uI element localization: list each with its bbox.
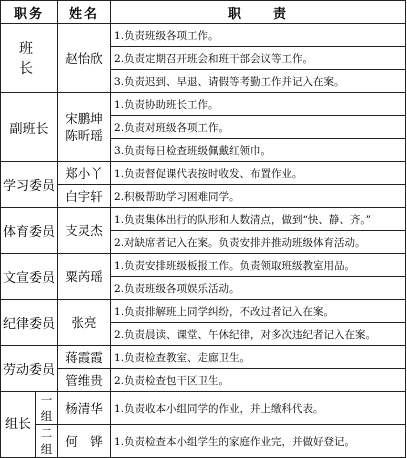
duty-item: 2.负责晨读、课堂、午休纪律，对多次违纪者记入在案。 bbox=[111, 323, 406, 346]
duty-item: 1.负责协助班长工作。 bbox=[111, 93, 406, 116]
header-role: 职务 bbox=[1, 1, 58, 24]
table-row bbox=[1, 346, 406, 369]
duty-item: 1.负责检查本小组学生的家庭作业完，并做好登记。 bbox=[111, 425, 406, 458]
table-row bbox=[1, 392, 406, 425]
role-fubanzhang: 副班长 bbox=[1, 93, 58, 162]
table-row bbox=[1, 369, 406, 392]
duty-item: 1.负责检查教室、走廊卫生。 bbox=[111, 346, 406, 369]
table-row bbox=[1, 162, 406, 185]
table-row bbox=[1, 208, 406, 231]
duty-item: 1.负责收本小组同学的作业，并上缴科代表。 bbox=[111, 392, 406, 425]
duty-item: 2.负责班级各项娱乐活动。 bbox=[111, 277, 406, 300]
name-wenyi: 粟芮瑶 bbox=[58, 254, 111, 300]
role-xuexi: 学习委员 bbox=[1, 162, 58, 208]
header-duty: 职 责 bbox=[111, 1, 406, 24]
role-wenyi: 文宣委员 bbox=[1, 254, 58, 300]
name-xuexi-2: 白宇轩 bbox=[58, 185, 111, 208]
duty-item: 1.负责集体出行的队形和人数清点，做到“快、静、齐。” bbox=[111, 208, 406, 231]
duty-item: 1.负责安排班级板报工作。负责领取班级教室用品。 bbox=[111, 254, 406, 277]
role-banzhang: 班 长 bbox=[1, 24, 58, 93]
table-row bbox=[1, 93, 406, 116]
role-jilv: 纪律委员 bbox=[1, 300, 58, 346]
duty-item: 3.负责迟到、早退、请假等考勤工作并记入在案。 bbox=[111, 70, 406, 93]
table-row bbox=[1, 425, 406, 458]
table-row bbox=[1, 300, 406, 323]
duty-item: 2.负责定期召开班会和班干部会议等工作。 bbox=[111, 47, 406, 70]
duty-item: 1.负责排解班上同学纠纷，不改过者记入在案。 bbox=[111, 300, 406, 323]
name-banzhang: 赵怡欣 bbox=[58, 24, 111, 93]
duty-item: 1.负责班级各项工作。 bbox=[111, 24, 406, 47]
name-laodong-2: 管维贵 bbox=[58, 369, 111, 392]
name-group-1: 杨清华 bbox=[58, 392, 111, 425]
role-tiyu: 体育委员 bbox=[1, 208, 58, 254]
header-name: 姓名 bbox=[58, 1, 111, 24]
name-jilv: 张亮 bbox=[58, 300, 111, 346]
name-fubanzhang bbox=[58, 93, 111, 162]
duty-item: 2.负责对班级各项工作。 bbox=[111, 116, 406, 139]
table-row bbox=[1, 254, 406, 277]
name-laodong-1: 蒋霞霞 bbox=[58, 346, 111, 369]
name-fubanzhang-1: 宋鹏坤 bbox=[65, 111, 103, 126]
duty-item: 1.负责督促课代表按时收发、布置作业。 bbox=[111, 162, 406, 185]
name-group-2: 何 铧 bbox=[58, 425, 111, 458]
duty-item: 3.负责每日检查班级佩戴红领巾。 bbox=[111, 139, 406, 162]
role-zuzhang: 组长 bbox=[1, 392, 36, 458]
table-row bbox=[1, 185, 406, 208]
name-xuexi-1: 郑小丫 bbox=[58, 162, 111, 185]
duty-item: 2.负责检查包干区卫生。 bbox=[111, 369, 406, 392]
duty-item: 2.积极帮助学习困难同学。 bbox=[111, 185, 406, 208]
group-label-1: 一组 bbox=[36, 392, 58, 425]
table-header-row bbox=[1, 1, 406, 24]
name-fubanzhang-2: 陈昕瑶 bbox=[65, 128, 103, 143]
duty-item: 2.对缺席者记入在案。负责安排并推动班级体育活动。 bbox=[111, 231, 406, 254]
role-laodong: 劳动委员 bbox=[1, 346, 58, 392]
name-tiyu: 支灵杰 bbox=[58, 208, 111, 254]
table-row bbox=[1, 24, 406, 47]
group-label-2: 二组 bbox=[36, 425, 58, 458]
